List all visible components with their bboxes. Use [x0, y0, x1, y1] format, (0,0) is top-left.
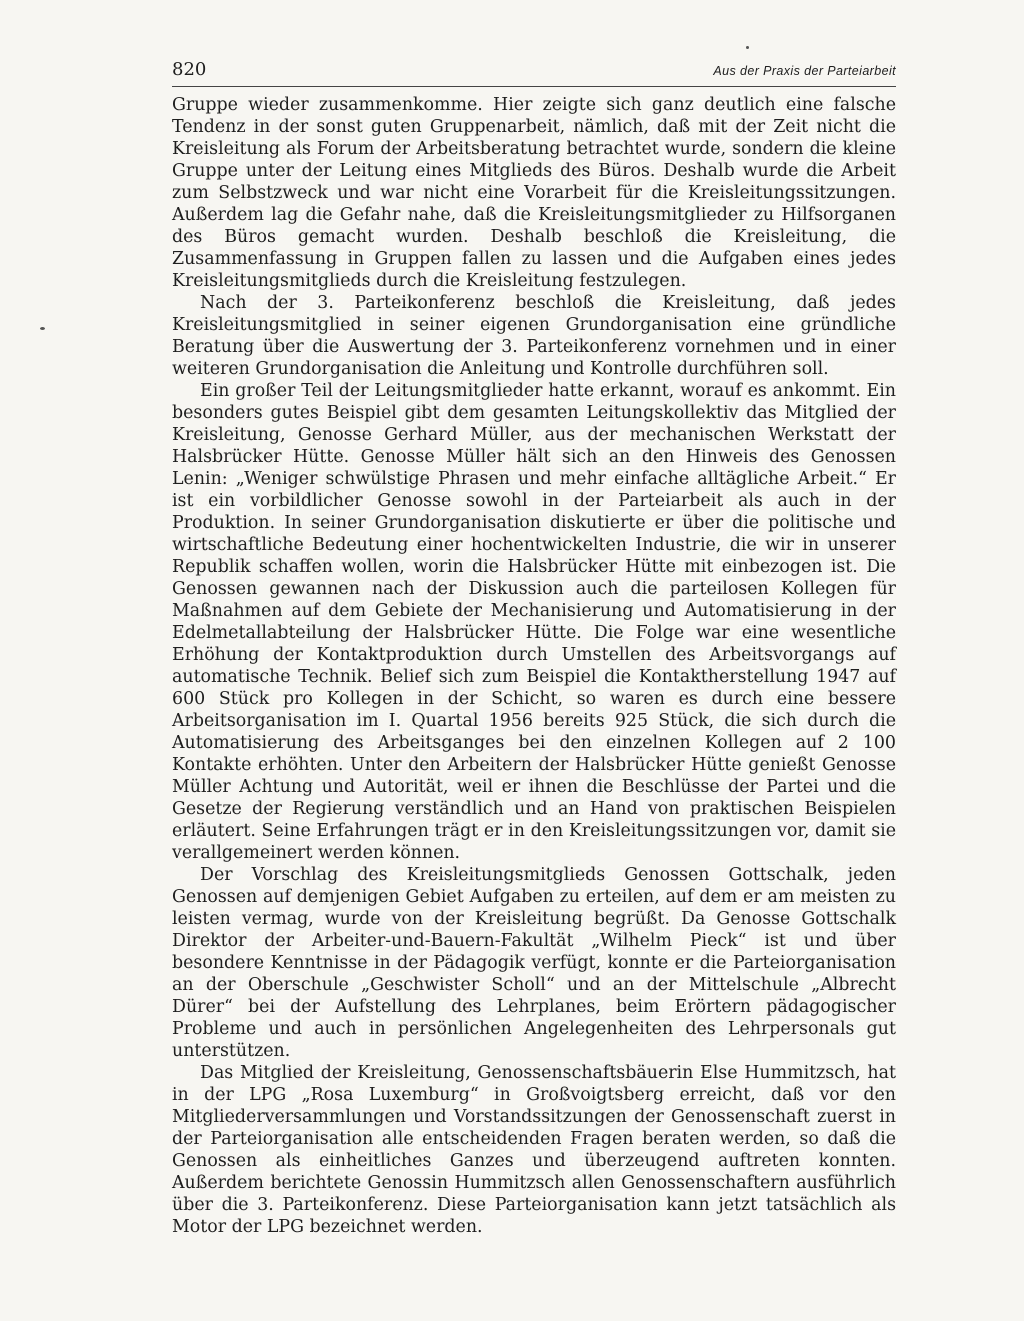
paragraph: Nach der 3. Parteikonferenz beschloß die Kreisleitung, daß jedes Kreisleitungsmitglied in seiner eigenen Grundorganisation eine gründliche Beratung über die Auswertung der 3. Parteikonferenz vornehmen und in einer weiteren Grundorganisation die Anleitung und Kontrolle durchführen soll.	[172, 293, 896, 379]
article-body	[172, 94, 896, 1238]
paragraph: Gruppe wieder zusammenkomme. Hier zeigte sich ganz deutlich eine falsche Tendenz in der sonst guten Gruppenarbeit, nämlich, daß mit der Zeit nicht die Kreisleitung als Forum der Arbeitsberatung betrachtet wurde, sondern die kleine Gruppe unter der Leitung eines Mitglieds des Büros. Deshalb wurde die Arbeit zum Selbstzweck und war nicht eine Vorarbeit für die Kreisleitungssitzungen. Außerdem lag die Gefahr nahe, daß die Kreisleitungsmitglieder zu Hilfsorganen des Büros gemacht wurden. Deshalb beschloß die Kreisleitung, die Zusammenfassung in Gruppen fallen zu lassen und die Aufgaben eines jedes Kreisleitungsmitglieds durch die Kreisleitung festzulegen.	[172, 95, 896, 291]
running-title: Aus der Praxis der Parteiarbeit	[713, 64, 896, 78]
paragraph: Das Mitglied der Kreisleitung, Genossenschaftsbäuerin Else Hummitzsch, hat in der LPG „Rosa Luxemburg“ in Großvoigtsberg erreicht, daß vor den Mitgliederversammlungen und Vorstandssitzungen der Genossenschaft zuerst in der Parteiorganisation alle entscheidenden Fragen beraten werden, so daß die Genossen als einheitliches Ganzes und überzeugend auftreten konnten. Außerdem berichtete Genossin Hummitzsch allen Genossenschaftern ausführlich über die 3. Parteikonferenz. Diese Parteiorganisation kann jetzt tatsächlich als Motor der LPG bezeichnet werden.	[172, 1063, 896, 1237]
scan-speck	[746, 46, 749, 49]
paragraph: Ein großer Teil der Leitungsmitglieder hatte erkannt, worauf es ankommt. Ein besonders gutes Beispiel gibt dem gesamten Leitungskollektiv das Mitglied der Kreisleitung, Genosse Gerhard Müller, aus der mechanischen Werkstatt der Halsbrücker Hütte. Genosse Müller hält sich an den Hinweis des Genossen Lenin: „Weniger schwülstige Phrasen und mehr einfache alltägliche Arbeit.“ Er ist ein vorbildlicher Genosse sowohl in der Parteiarbeit als auch in der Produktion. In seiner Grundorganisation diskutierte er über die politische und wirtschaftliche Bedeutung einer hochentwickelten Industrie, die wir in unserer Republik schaffen wollen, worin die Halsbrücker Hütte mit einbezogen ist. Die Genossen gewannen nach der Diskussion auch die parteilosen Kollegen für Maßnahmen auf dem Gebiete der Mechanisierung und Automatisierung in der Edelmetallabteilung der Halsbrücker Hütte. Die Folge war eine wesentliche Erhöhung der Kontaktproduktion durch Umstellen des Arbeitsvorgangs auf automatische Technik. Belief sich zum Beispiel die Kontaktherstellung 1947 auf 600 Stück pro Kollegen in der Schicht, so waren es durch eine bessere Arbeitsorganisation im I. Quartal 1956 bereits 925 Stück, die sich durch die Automatisierung des Arbeitsganges bei den einzelnen Kollegen auf 2 100 Kontakte erhöhten. Unter den Arbeitern der Halsbrücker Hütte genießt Genosse Müller Achtung und Autorität, weil er ihnen die Beschlüsse der Partei und die Gesetze der Regierung verständlich und an Hand von praktischen Beispielen erläutert. Seine Erfahrungen trägt er in den Kreisleitungssitzungen vor, damit sie verallgemeinert werden können.	[172, 381, 896, 863]
page-header	[172, 58, 896, 87]
paragraph: Der Vorschlag des Kreisleitungsmitglieds Genossen Gottschalk, jeden Genossen auf demjenigen Gebiet Aufgaben zu erteilen, auf dem er am meisten zu leisten vermag, wurde von der Kreisleitung begrüßt. Da Genosse Gottschalk Direktor der Arbeiter-und-Bauern-Fakultät „Wilhelm Pieck“ ist und über besondere Kenntnisse in der Pädagogik verfügt, konnte er die Parteiorganisation an der Oberschule „Geschwister Scholl“ und an der Mittelschule „Albrecht Dürer“ bei der Aufstellung des Lehrplanes, beim Erörtern pädagogischer Probleme und auch in persönlichen Angelegenheiten des Lehrpersonals gut unterstützen.	[172, 865, 896, 1061]
scan-speck	[40, 327, 45, 330]
page-number: 820	[172, 59, 207, 80]
